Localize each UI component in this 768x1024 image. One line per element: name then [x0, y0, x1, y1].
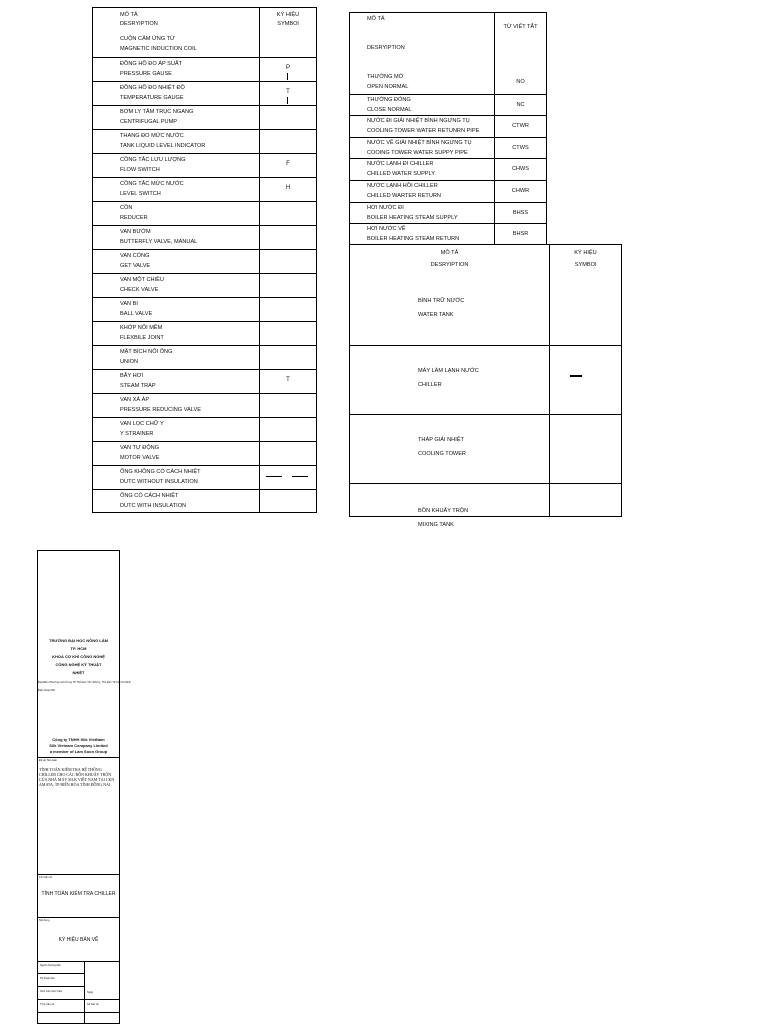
equipment-body — [350, 276, 621, 528]
row-symbol — [260, 178, 316, 201]
row-symbol — [260, 106, 316, 129]
row-desc-vn: VAN XẢ ÁP — [120, 397, 150, 403]
abbreviation-row — [350, 115, 546, 137]
row-abbr-text: CHWS — [511, 166, 530, 173]
row-description — [350, 203, 495, 224]
row-abbr-text: NO — [516, 79, 525, 85]
row-abbr-text: CHWR — [511, 187, 530, 194]
abbreviation-body — [350, 72, 546, 245]
symbol-legend-row — [93, 249, 316, 273]
header-sym-vn: KÝ HIỆU — [276, 12, 300, 18]
chiller-symbol-icon — [570, 375, 582, 377]
row-symbol — [550, 484, 621, 517]
row-desc-en: WATER TANK — [418, 312, 454, 318]
row-description — [93, 58, 260, 81]
symbol-legend-row — [93, 177, 316, 201]
row-symbol — [260, 370, 316, 393]
row-symbol — [260, 490, 316, 513]
row-desc-vn: NƯỚC ĐI GIẢI NHIỆT BÌNH NGƯNG TỤ — [367, 118, 470, 125]
equipment-row — [350, 276, 621, 345]
row-description — [93, 322, 260, 345]
symbol-legend-table — [92, 7, 317, 513]
row-desc-en: MOTOR VALVE — [120, 455, 160, 461]
row-desc-en: OPEN NORMAL — [367, 84, 409, 90]
row-description — [93, 442, 260, 465]
abbreviation-table — [349, 12, 547, 246]
row-desc-en: PRESSURE REDUCING VALVE — [120, 407, 201, 413]
row-description — [93, 33, 260, 57]
abbr-header-abbr: TỪ VIẾT TẮT — [503, 24, 538, 30]
row-desc-en: UNION — [120, 359, 139, 365]
row-desc-vn: CÔNG TẮC LƯU LƯỢNG — [120, 157, 186, 163]
sig-role: Người hướng dẫn — [40, 964, 61, 967]
row-abbr — [495, 72, 546, 94]
row-symbol — [260, 226, 316, 249]
row-symbol — [260, 418, 316, 441]
row-desc-vn: KHỚP NỐI MỀM — [120, 325, 163, 331]
row-symbol — [260, 442, 316, 465]
row-description — [93, 130, 260, 153]
row-desc-en: TEMPERATURE GAUGE — [120, 95, 184, 101]
abbreviation-row — [350, 180, 546, 202]
divider — [38, 961, 119, 962]
symbol-legend-body — [93, 33, 316, 513]
row-description — [93, 82, 260, 105]
row-desc-vn: MẶT BÍCH NỐI ỐNG — [120, 349, 173, 355]
symbol-legend-row — [93, 345, 316, 369]
gauge-stem-icon — [287, 73, 288, 80]
symbol-legend-row — [93, 57, 316, 81]
row-description — [93, 178, 260, 201]
row-symbol — [260, 58, 316, 81]
divider — [38, 874, 119, 875]
project-text: TÍNH TOÁN KIỂM TRA HỆ THỐNG CHILLER CHO CÁC BỒN KHUẤY TRỘN CỦA NHÀ MÁY SILK VIỆT NAM TẠI CKN AMATA, TP BIÊN HÒA TỈNH ĐỒNG NAI — [39, 767, 115, 787]
row-desc-en: TANK LIQUID LEVEL INDICATOR — [120, 143, 206, 149]
row-symbol-letter: P — [285, 65, 290, 71]
row-desc-en: COOLING TOWER WATER RETUNRN PIPE — [367, 128, 480, 135]
abbreviation-header — [350, 13, 546, 72]
row-description — [350, 116, 495, 137]
symbol-legend-header — [93, 8, 316, 33]
row-description — [350, 484, 550, 528]
symbol-legend-row — [93, 129, 316, 153]
pipe-dash-icon — [292, 476, 308, 477]
row-description — [93, 298, 260, 321]
row-desc-vn: ỐNG CÓ CÁCH NHIỆT — [120, 493, 179, 499]
equip-header-sym-en: SYMBOl — [574, 262, 597, 268]
row-desc-en: CHECK VALVE — [120, 287, 159, 293]
row-abbr — [495, 181, 546, 202]
row-abbr — [495, 224, 546, 245]
row-description — [350, 276, 550, 345]
sig-value: Số bản vẽ — [87, 1003, 99, 1006]
symbol-legend-row — [93, 273, 316, 297]
row-description — [93, 346, 260, 369]
row-desc-en: BALL VALVE — [120, 311, 153, 317]
row-desc-en: CHILLER — [418, 382, 442, 388]
row-symbol-letter: F — [286, 161, 290, 167]
row-abbr-text: CTWR — [512, 123, 529, 130]
row-desc-en: Y STRAINER — [120, 431, 154, 437]
equipment-header — [350, 245, 621, 276]
row-description — [93, 370, 260, 393]
row-symbol — [260, 202, 316, 225]
symbol-legend-row — [93, 465, 316, 489]
row-desc-vn: NƯỚC LẠNH HỒI CHILLER — [367, 182, 438, 189]
school-phone: Điện thoại 028 — [38, 689, 55, 692]
row-desc-vn: HƠI NƯỚC ĐI — [367, 204, 404, 211]
row-desc-vn: VAN BƯỚM — [120, 229, 151, 235]
row-symbol — [260, 250, 316, 273]
header-sym-en: SYMBOl — [277, 21, 299, 27]
symbol-legend-row — [93, 81, 316, 105]
sheet-title: KÝ HIỆU BẢN VẼ — [58, 937, 99, 943]
row-symbol — [260, 346, 316, 369]
row-symbol — [550, 276, 621, 345]
abbreviation-row — [350, 94, 546, 116]
row-symbol-letter: H — [285, 185, 291, 191]
row-desc-en: FLOW SWITCH — [120, 167, 160, 173]
school-address: Địa Điểm Phường Linh Trung TP Thủ Đức TP. HCM Q. Thủ Đức TP Hồ Chí Minh — [38, 681, 131, 684]
divider — [38, 757, 119, 758]
abbreviation-row — [350, 202, 546, 224]
row-symbol — [260, 466, 316, 489]
drawing-label: Tên bản vẽ — [39, 876, 52, 879]
sig-role: Kỹ thuật viên — [40, 977, 55, 980]
symbol-legend-row — [93, 321, 316, 345]
row-desc-en: DUTC WITHOUT INSULATION — [120, 479, 198, 485]
pipe-dash-icon — [266, 476, 282, 477]
equipment-row — [350, 414, 621, 483]
row-symbol — [260, 154, 316, 177]
row-desc-vn: VAN MỘT CHIỀU — [120, 277, 164, 283]
row-desc-vn: CÔN — [120, 205, 133, 211]
row-symbol — [260, 274, 316, 297]
row-desc-vn: NƯỚC VỀ GIẢI NHIỆT BÌNH NGƯNG TỤ — [367, 139, 472, 146]
row-desc-en: CHILLED WARTER RETURN — [367, 192, 441, 199]
row-abbr-text: CTWS — [512, 144, 529, 151]
header-desc-vn: MÔ TẢ — [120, 12, 138, 18]
symbol-legend-row — [93, 225, 316, 249]
row-description — [93, 394, 260, 417]
row-symbol — [550, 415, 621, 483]
row-desc-vn: ĐỒNG HỒ ĐO ÁP SUẤT — [120, 61, 183, 67]
row-description — [350, 346, 550, 414]
row-symbol — [550, 346, 621, 414]
row-abbr-text: NC — [516, 101, 525, 108]
row-desc-vn: THƯỜNG ĐÓNG — [367, 96, 411, 103]
row-desc-en: REDUCER — [120, 215, 148, 221]
title-block — [37, 550, 131, 1024]
row-desc-en: BOILER HEATING STEAM SUPPLY — [367, 214, 458, 221]
row-desc-vn: VAN LỌC CHỮ Y — [120, 421, 164, 427]
row-desc-vn: NƯỚC LẠNH ĐI CHILLER — [367, 161, 434, 168]
abbreviation-row — [350, 72, 546, 94]
equip-header-desc-vn: MÔ TẢ — [440, 250, 459, 256]
divider — [38, 917, 119, 918]
row-description — [93, 490, 260, 513]
row-desc-vn: THÁP GIẢI NHIỆT — [418, 437, 464, 443]
row-symbol-letter: T — [286, 377, 290, 383]
row-desc-en: COOING TOWER WATER SUPPY PIPE — [367, 149, 468, 156]
symbol-legend-row — [93, 297, 316, 321]
row-desc-vn: BÌNH TRỮ NƯỚC — [418, 298, 465, 304]
row-desc-vn: ĐỒNG HỒ ĐO NHIỆT ĐỘ — [120, 85, 185, 91]
row-description — [93, 250, 260, 273]
row-symbol — [260, 394, 316, 417]
symbol-legend-row — [93, 105, 316, 129]
row-desc-vn: BỒN KHUẤY TRỘN — [418, 508, 469, 514]
sig-role: Sinh viên thực hiện — [40, 990, 63, 993]
equipment-row — [350, 345, 621, 414]
row-description — [93, 466, 260, 489]
row-desc-vn: VAN BI — [120, 301, 138, 307]
row-description — [93, 274, 260, 297]
row-desc-vn: HƠI NƯỚC VỀ — [367, 226, 406, 233]
row-description — [350, 415, 550, 483]
row-desc-vn: BƠM LY TÂM TRỤC NGANG — [120, 109, 194, 115]
symbol-legend-row — [93, 417, 316, 441]
header-desc-en: DESRYIPTION — [120, 21, 158, 27]
school-name: TRƯỜNG ĐẠI HỌC NÔNG LÂM TP. HCM KHOA CƠ KHÍ CÔNG NGHỆ CÔNG NGHỆ KỸ THUẬT NHIỆT — [49, 638, 108, 675]
equip-header-desc-en: DESRYIPTION — [430, 262, 469, 268]
row-desc-en: BOILER HEATING STEAM RETURN — [367, 236, 460, 243]
row-symbol — [260, 33, 316, 57]
symbol-legend-row — [93, 393, 316, 417]
row-desc-vn: MÁY LÀM LẠNH NƯỚC — [418, 368, 479, 374]
abbreviation-row — [350, 137, 546, 159]
row-description — [350, 181, 495, 202]
gauge-stem-icon — [287, 97, 288, 104]
row-desc-vn: ỐNG KHÔNG CÓ CÁCH NHIỆT — [120, 469, 201, 475]
company-name: Công ty TNHH Silk VietNam Silk Vietnam Company Limited a member of Lam Soon Group — [49, 737, 108, 754]
equip-header-sym-vn: KÝ HIỆU — [574, 250, 597, 256]
row-abbr — [495, 95, 546, 116]
row-description — [350, 224, 495, 245]
row-desc-vn: VAN CỔNG — [120, 253, 150, 259]
row-desc-vn: CUỘN CẢM ỨNG TỪ — [120, 36, 175, 42]
row-desc-en: DUTC WITH INSULATION — [120, 503, 187, 509]
row-desc-en: FLEXBILE JOINT — [120, 335, 164, 341]
row-desc-en: CLOSE NORMAL — [367, 106, 412, 113]
row-desc-en: LEVEL SWITCH — [120, 191, 161, 197]
equipment-table — [349, 244, 622, 528]
row-description — [93, 226, 260, 249]
divider — [38, 999, 119, 1000]
row-abbr-text: BHSR — [512, 231, 529, 238]
row-description — [93, 202, 260, 225]
row-abbr-text: BHSS — [512, 209, 529, 216]
row-symbol-letter: T — [286, 89, 290, 95]
row-description — [350, 159, 495, 180]
row-description — [350, 138, 495, 159]
symbol-legend-row — [93, 369, 316, 393]
row-desc-en: MIXING TANK — [418, 522, 454, 528]
drawing-title: TÍNH TOÁN KIỂM TRA CHILLER — [41, 891, 116, 897]
row-desc-vn: THANG ĐO MỨC NƯỚC — [120, 133, 184, 139]
row-abbr — [495, 138, 546, 159]
project-label: Đề tài Tiểu luận — [39, 759, 58, 762]
row-description — [93, 106, 260, 129]
row-description — [93, 418, 260, 441]
row-desc-en: GET VALVE — [120, 263, 151, 269]
row-desc-vn: BẪY HƠI — [120, 373, 144, 379]
row-description — [93, 154, 260, 177]
abbreviation-row — [350, 158, 546, 180]
row-description — [350, 72, 495, 94]
divider — [84, 961, 85, 1023]
row-desc-vn: VAN TỰ ĐỘNG — [120, 445, 160, 451]
abbreviation-row — [350, 223, 546, 245]
row-description — [350, 95, 495, 116]
row-symbol — [260, 298, 316, 321]
divider — [38, 1012, 119, 1013]
abbr-header-desc-vn: MÔ TẢ — [367, 16, 385, 22]
sig-role: Tỷ lệ bản vẽ — [40, 1003, 55, 1006]
symbol-legend-row — [93, 201, 316, 225]
row-desc-en: BUTTERFLY VALVE, MANUAL — [120, 239, 198, 245]
sheet-label: Nội dung — [39, 919, 50, 922]
symbol-legend-row — [93, 489, 316, 513]
row-desc-en: STEAM TRAP — [120, 383, 156, 389]
row-symbol — [260, 82, 316, 105]
divider — [38, 986, 84, 987]
row-abbr — [495, 159, 546, 180]
symbol-legend-row — [93, 441, 316, 465]
symbol-legend-row — [93, 153, 316, 177]
row-desc-en: COOLING TOWER — [418, 451, 466, 457]
row-desc-en: PRESSURE GAUSE — [120, 71, 172, 77]
row-abbr — [495, 116, 546, 137]
row-abbr — [495, 203, 546, 224]
row-desc-en: CHILLED WATER SUPPLY — [367, 171, 435, 178]
divider — [38, 973, 84, 974]
row-symbol — [260, 322, 316, 345]
row-desc-vn: CÔNG TẮC MỨC NƯỚC — [120, 181, 184, 187]
sig-value: Ngày — [87, 991, 94, 994]
symbol-legend-row — [93, 33, 316, 57]
row-desc-vn: THƯỜNG MỞ — [367, 74, 404, 80]
row-desc-en: CENTRIFUGAL PUMP — [120, 119, 177, 125]
equipment-row — [350, 483, 621, 528]
row-desc-en: MAGNETIC INDUCTION COIL — [120, 46, 197, 52]
row-symbol — [260, 130, 316, 153]
abbr-header-desc-en: DESRYIPTION — [367, 45, 405, 51]
